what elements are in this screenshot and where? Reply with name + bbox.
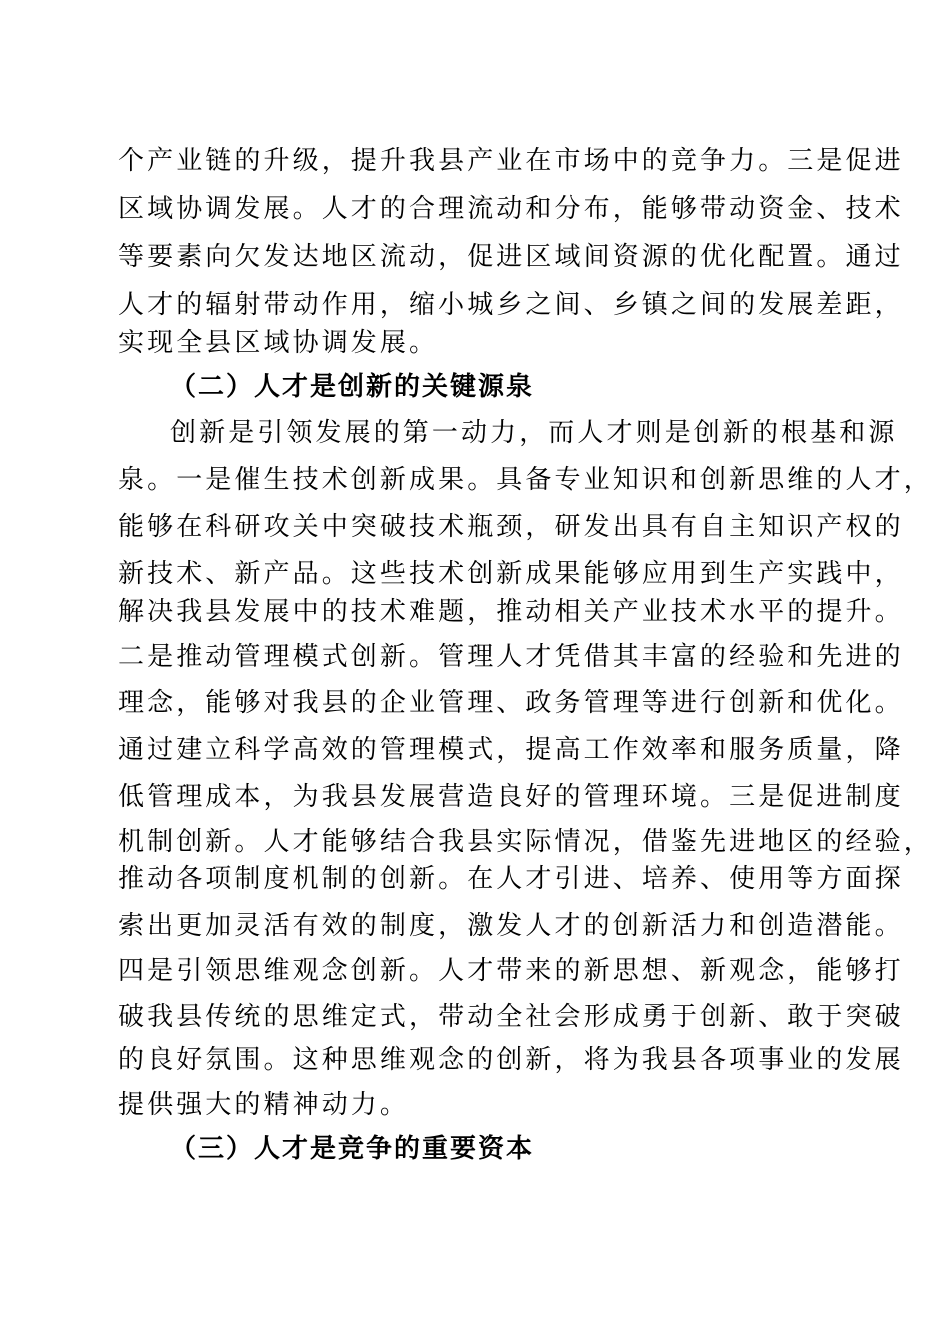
text-line: 提供强大的精神动力。: [118, 1090, 410, 1120]
section-heading: （三）人才是竞争的重要资本: [170, 1134, 535, 1164]
text-line: 通过建立科学高效的管理模式，提高工作效率和服务质量，降: [118, 735, 904, 765]
text-line: 个产业链的升级，提升我县产业在市场中的竞争力。三是促进: [118, 146, 904, 176]
text-line: 创新是引领发展的第一动力，而人才则是创新的根基和源: [170, 418, 898, 448]
text-line: 实现全县区域协调发展。: [118, 328, 439, 358]
text-line: 机制创新。人才能够结合我县实际情况，借鉴先进地区的经验，: [118, 827, 933, 857]
text-line: 理念，能够对我县的企业管理、政务管理等进行创新和优化。: [118, 688, 904, 718]
text-line: 破我县传统的思维定式，带动全社会形成勇于创新、敢于突破: [118, 1002, 904, 1032]
text-line: 二是推动管理模式创新。管理人才凭借其丰富的经验和先进的: [118, 642, 904, 672]
text-line: 等要素向欠发达地区流动，促进区域间资源的优化配置。通过: [118, 242, 904, 272]
section-heading: （二）人才是创新的关键源泉: [170, 372, 535, 402]
text-line: 四是引领思维观念创新。人才带来的新思想、新观念，能够打: [118, 956, 904, 986]
text-line: 区域协调发展。人才的合理流动和分布，能够带动资金、技术: [118, 194, 904, 224]
text-line: 能够在科研攻关中突破技术瓶颈，研发出具有自主知识产权的: [118, 512, 904, 542]
text-line: 索出更加灵活有效的制度，激发人才的创新活力和创造潜能。: [118, 911, 904, 941]
text-line: 的良好氛围。这种思维观念的创新，将为我县各项事业的发展: [118, 1045, 904, 1075]
text-line: 新技术、新产品。这些技术创新成果能够应用到生产实践中，: [118, 559, 904, 589]
text-line: 人才的辐射带动作用，缩小城乡之间、乡镇之间的发展差距，: [118, 290, 904, 320]
text-line: 泉。一是催生技术创新成果。具备专业知识和创新思维的人才，: [118, 465, 933, 495]
text-line: 解决我县发展中的技术难题，推动相关产业技术水平的提升。: [118, 597, 904, 627]
text-line: 低管理成本，为我县发展营造良好的管理环境。三是促进制度: [118, 782, 904, 812]
text-line: 推动各项制度机制的创新。在人才引进、培养、使用等方面探: [118, 864, 904, 894]
